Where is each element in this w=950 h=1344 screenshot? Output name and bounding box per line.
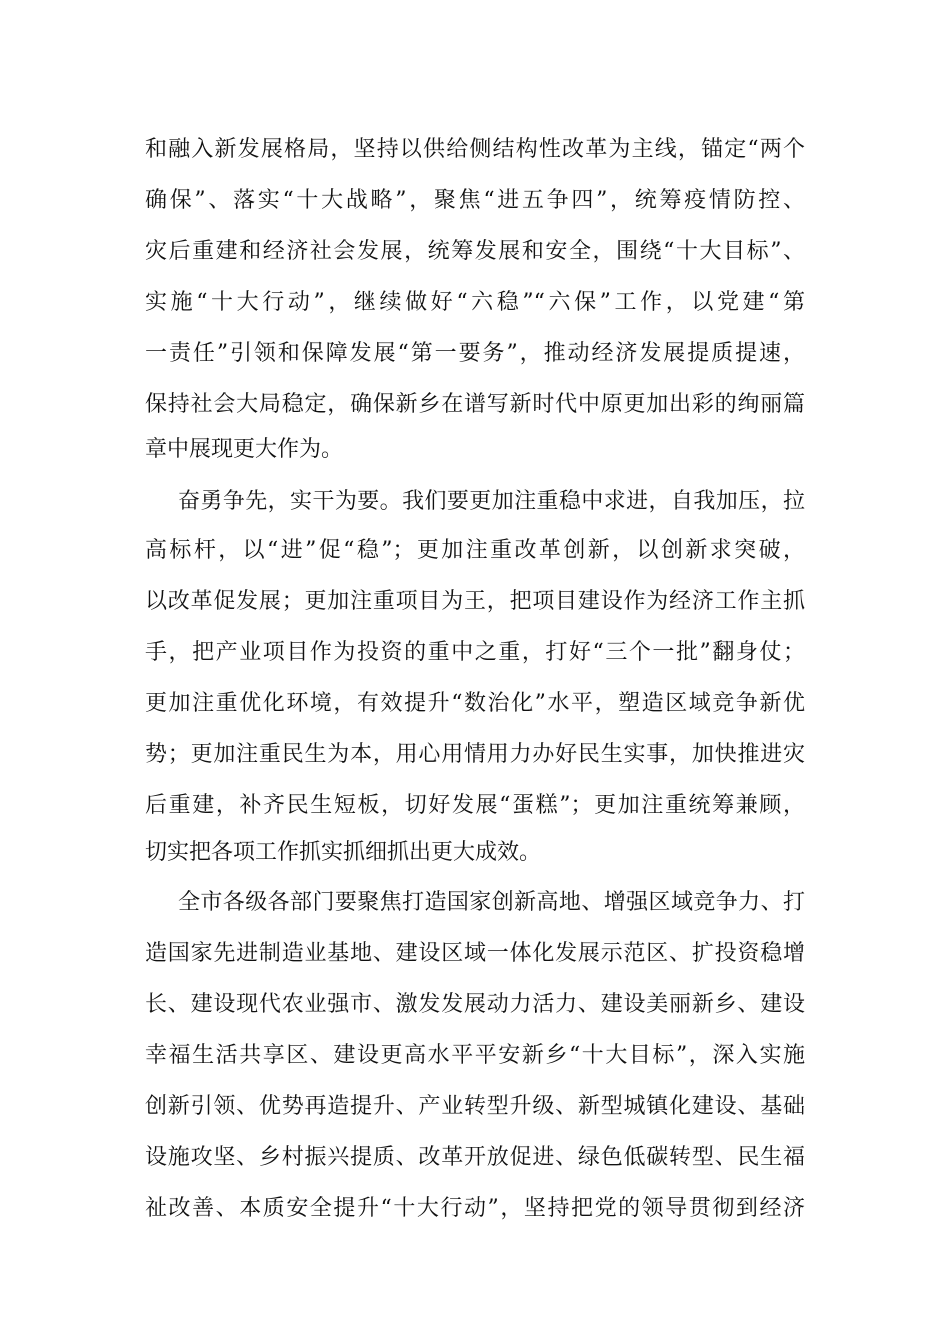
text-line: 幸福生活共享区、建设更高水平平安新乡“十大目标”，深入实施 bbox=[145, 1043, 805, 1068]
text-line: 和融入新发展格局，坚持以供给侧结构性改革为主线，锚定“两个 bbox=[145, 137, 805, 162]
text-line: 以改革促发展；更加注重项目为王，把项目建设作为经济工作主抓 bbox=[145, 589, 805, 614]
text-line: 长、建设现代农业强市、激发发展动力活力、建设美丽新乡、建设 bbox=[145, 992, 805, 1017]
text-line: 切实把各项工作抓实抓细抓出更大成效。 bbox=[145, 840, 542, 865]
text-line: 创新引领、优势再造提升、产业转型升级、新型城镇化建设、基础 bbox=[145, 1094, 805, 1119]
text-line: 灾后重建和经济社会发展，统筹发展和安全，围绕“十大目标”、 bbox=[145, 239, 805, 264]
paragraph-first-line: 奋勇争先，实干为要。我们要更加注重稳中求进，自我加压，拉 bbox=[178, 489, 805, 514]
text-line: 保持社会大局稳定，确保新乡在谱写新时代中原更加出彩的绚丽篇 bbox=[145, 392, 805, 417]
text-line: 势；更加注重民生为本，用心用情用力办好民生实事，加快推进灾 bbox=[145, 742, 805, 767]
text-line: 祉改善、本质安全提升“十大行动”，坚持把党的领导贯彻到经济 bbox=[145, 1196, 805, 1221]
text-line: 手，把产业项目作为投资的重中之重，打好“三个一批”翻身仗； bbox=[145, 640, 805, 665]
text-line: 确保”、落实“十大战略”，聚焦“进五争四”，统筹疫情防控、 bbox=[145, 188, 805, 213]
text-line: 后重建，补齐民生短板，切好发展“蛋糕”；更加注重统筹兼顾， bbox=[145, 793, 805, 818]
text-line: 一责任”引领和保障发展“第一要务”，推动经济发展提质提速， bbox=[145, 341, 805, 366]
text-line: 设施攻坚、乡村振兴提质、改革开放促进、绿色低碳转型、民生福 bbox=[145, 1145, 805, 1170]
text-line: 高标杆，以“进”促“稳”；更加注重改革创新，以创新求突破， bbox=[145, 538, 805, 563]
text-line: 造国家先进制造业基地、建设区域一体化发展示范区、扩投资稳增 bbox=[145, 941, 805, 966]
text-line: 实施“十大行动”，继续做好“六稳”“六保”工作，以党建“第 bbox=[145, 290, 805, 315]
text-line: 章中展现更大作为。 bbox=[145, 437, 344, 462]
text-line: 更加注重优化环境，有效提升“数治化”水平，塑造区域竞争新优 bbox=[145, 691, 805, 716]
paragraph-first-line: 全市各级各部门要聚焦打造国家创新高地、增强区域竞争力、打 bbox=[178, 890, 805, 915]
